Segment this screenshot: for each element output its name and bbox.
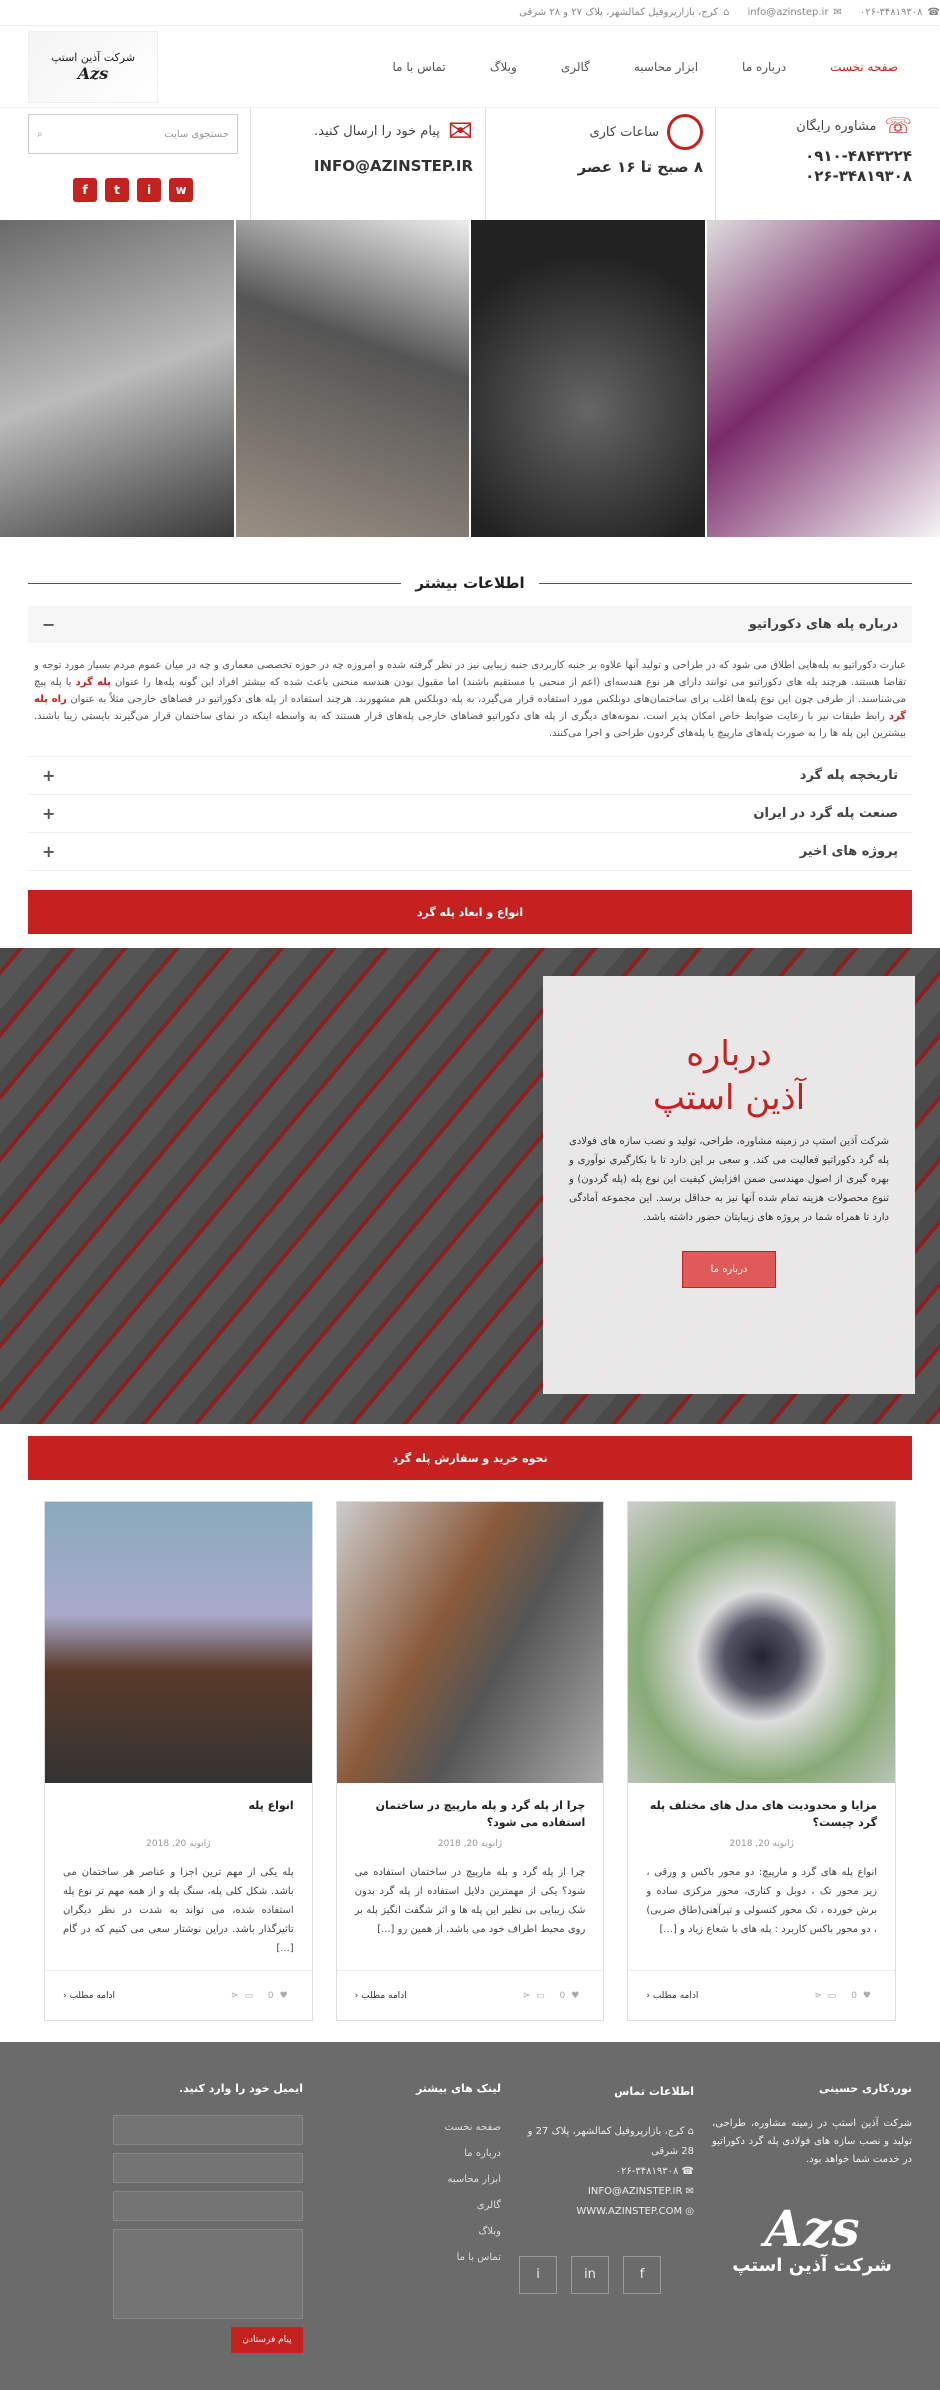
accordion-item	[28, 606, 912, 757]
photo-gallery	[0, 220, 940, 537]
nav-contact[interactable]: تماس با ما	[392, 59, 446, 74]
card-image[interactable]	[337, 1502, 604, 1783]
footer-logo-mark: Azs	[764, 2199, 860, 2258]
topbar-email[interactable]	[747, 7, 841, 18]
location-icon: ⌂	[723, 7, 730, 18]
facebook-icon[interactable]: f	[73, 178, 97, 202]
phone-icon: ☎	[681, 2166, 694, 2177]
subject-field[interactable]	[113, 2191, 303, 2221]
card-actions[interactable]	[231, 1991, 294, 2001]
card-title[interactable]: مزایا و محدودیت های مدل های مختلف پله گرد چیست؟	[649, 1799, 877, 1829]
main-header	[0, 26, 940, 108]
main-nav	[158, 60, 940, 74]
home-icon: ⌂	[687, 2126, 694, 2137]
accordion-title: پروژه های اخیر	[799, 844, 898, 859]
site-footer	[0, 2042, 940, 2390]
footer-links-title: لینک های بیشتر	[415, 2082, 501, 2095]
card-image[interactable]	[628, 1502, 895, 1783]
search-placeholder: جستجوی سایت	[164, 128, 229, 140]
comment-icon[interactable]: ▭	[536, 1990, 551, 2001]
footer-about-title: نوردکاری حسینی	[818, 2082, 912, 2095]
footer-link-contact[interactable]: تماس با ما	[456, 2252, 501, 2263]
accordion-item	[28, 757, 912, 795]
envelope-icon: ✉	[447, 114, 473, 149]
read-more-link[interactable]	[355, 1991, 407, 2001]
blog-card	[627, 1501, 896, 2021]
topbar-address-text: کرج، بازارپروفیل کمالشهر، پلاک ۲۷ و ۲۸ شرقی	[519, 7, 719, 18]
globe-icon: ◎	[685, 2206, 694, 2217]
instagram-icon[interactable]: i	[519, 2256, 557, 2294]
footer-address-text: کرج، بازارپروفیل کمالشهر، پلاک 27 و 28 شرقی	[527, 2126, 694, 2157]
accordion-header[interactable]	[28, 757, 912, 794]
logo-name: شرکت آذین استپ	[50, 50, 136, 64]
nav-gallery[interactable]: گالری	[560, 59, 590, 74]
card-image[interactable]	[45, 1502, 312, 1783]
social-links	[28, 178, 238, 202]
card-title[interactable]: انواع پله	[248, 1799, 294, 1812]
footer-link-about[interactable]: درباره ما	[464, 2148, 501, 2159]
read-more-label: ادامه مطلب	[361, 1990, 407, 2001]
card-date: ژانویه 20, 2018	[437, 1839, 503, 1849]
search-icon: ⌕	[37, 128, 43, 140]
blog-cards	[0, 1501, 940, 2021]
footer-link-gallery[interactable]: گالری	[476, 2200, 501, 2211]
accordion-link[interactable]: راه پله گرد	[34, 694, 906, 722]
chevron-left-icon: ‹	[646, 1990, 650, 2001]
more-info-title: اطلاعات بیشتر	[415, 574, 525, 592]
plus-icon: +	[42, 842, 56, 861]
gallery-photo[interactable]	[236, 220, 470, 537]
card-footer	[628, 1970, 895, 2020]
instagram-icon[interactable]: i	[137, 178, 161, 202]
chevron-left-icon: ‹	[62, 1990, 67, 2001]
linkedin-icon[interactable]: in	[571, 2256, 609, 2294]
phone-icon: ☎	[927, 7, 940, 18]
footer-about	[712, 2082, 912, 2390]
stair-types-bar[interactable]: انواع و ابعاد پله گرد	[28, 890, 912, 934]
divider	[28, 583, 401, 584]
consult-title: مشاوره رایگان	[796, 119, 877, 134]
blog-card	[336, 1501, 605, 2021]
hours-title: ساعات کاری	[589, 124, 659, 140]
comment-icon[interactable]: ▭	[827, 1990, 843, 2001]
email-field[interactable]	[113, 2153, 303, 2183]
accordion-link[interactable]: پله گرد	[75, 677, 112, 688]
nav-calculator[interactable]: ابزار محاسبه	[633, 59, 699, 74]
accordion-title: درباره پله های دکوراتیو	[748, 617, 898, 632]
message-title: پیام خود را ارسال کنید.	[314, 124, 440, 139]
footer-link-home[interactable]: صفحه نخست	[444, 2122, 501, 2133]
gallery-photo[interactable]	[0, 220, 234, 537]
about-section	[0, 948, 940, 1424]
search-social-box	[0, 108, 250, 220]
whatsapp-icon[interactable]: w	[169, 178, 193, 202]
divider	[539, 583, 912, 584]
footer-website[interactable]	[519, 2202, 694, 2222]
consult-box	[715, 108, 940, 220]
name-field[interactable]	[113, 2115, 303, 2145]
footer-phone[interactable]	[519, 2162, 694, 2182]
card-excerpt: انواع پله های گرد و مارپیچ: دو محور باکس و ورقی ، زیر محور تک ، دوبل و کناری، محور مرکزی ساده و برش خورده ، تک محور کنسولی و تیرآهنی(طاق ضربی) ، دو محور باکس کاربرد : پله های با شعاع زیاد و [...]	[646, 1867, 877, 1935]
accordion-content	[28, 643, 912, 756]
accordion-text: یا پله پیچ می‌شناسند. از طرفی چون این نوع پله‌ها اغلب برای ساختمان‌های دوبلکس مورد استفاده قرار می‌گیرد، به پله دوبلکس هم مشهورند. هرچند استفاده از پله های دکوراتیو در فضاهای خارجی مثلاً به عنوان	[34, 677, 906, 705]
topbar-address	[519, 7, 729, 18]
send-message-button[interactable]: پیام فرستادن	[231, 2327, 303, 2353]
message-email[interactable]: INFO@AZINSTEP.IR	[313, 157, 473, 175]
card-date: ژانویه 20, 2018	[146, 1839, 211, 1849]
phone-icon: ☏	[884, 114, 912, 139]
topbar-phone[interactable]	[860, 7, 940, 18]
accordion-header[interactable]	[28, 833, 912, 870]
read-more-link[interactable]	[646, 1991, 698, 2001]
hours-value: ۸ صبح تا ۱۶ عصر	[577, 158, 703, 176]
more-info-heading	[28, 574, 912, 592]
logo-mark: Azs	[77, 63, 109, 83]
footer-email-text[interactable]: INFO@AZINSTEP.IR	[587, 2186, 683, 2197]
nav-about[interactable]: درباره ما	[742, 59, 787, 74]
footer-logo[interactable]	[712, 2199, 912, 2276]
card-actions[interactable]	[814, 1991, 877, 2001]
gallery-photo[interactable]	[707, 220, 940, 537]
like-count: 0	[559, 1990, 572, 2001]
read-more-label: ادامه مطلب	[69, 1990, 116, 2001]
mail-icon: ✉	[833, 7, 842, 18]
card-excerpt: پله یکی از مهم ترین اجزا و عناصر هر ساختمان می باشد. شکل کلی پله، سنگ پله و از همه مهم تر نوع پله استفاده شده، می تواند به شدت در نظر دیگران تاثیرگذار باشد. دراین نوشتار سعی می کنیم که در گام [...]	[62, 1867, 294, 1954]
card-body	[337, 1783, 604, 1970]
card-body	[628, 1783, 895, 1970]
accordion-item	[28, 795, 912, 833]
like-icon[interactable]: ♥	[862, 1990, 877, 2001]
blog-card	[44, 1501, 313, 2021]
share-icon[interactable]: ⋖	[522, 1990, 537, 2001]
footer-link-calculator[interactable]: ابزار محاسبه	[447, 2174, 501, 2185]
clock-icon	[667, 114, 703, 150]
footer-phone-text[interactable]: ۰۲۶-۳۴۸۱۹۳۰۸	[615, 2166, 679, 2177]
gallery-photo[interactable]	[471, 220, 705, 537]
nav-home[interactable]: صفحه نخست	[830, 59, 898, 74]
read-more-link[interactable]	[63, 1991, 115, 2001]
message-box	[250, 108, 485, 220]
mail-icon: ✉	[685, 2186, 694, 2197]
about-title-2: آذین استپ	[652, 1078, 806, 1118]
like-icon[interactable]: ♥	[279, 1990, 294, 2001]
accordion-item	[28, 833, 912, 871]
consult-phone-2[interactable]: ۰۲۶-۳۴۸۱۹۳۰۸	[805, 167, 912, 185]
plus-icon: +	[42, 804, 56, 823]
footer-address	[519, 2122, 694, 2162]
footer-contact-title: اطلاعات تماس	[614, 2085, 694, 2098]
accordion-text: رابط طبقات نیز با رعایت ضوابط خاص امکان پذیر است. نمونه‌های دیگری از پله های دکوراتیو فضاهای خارجی پله‌های قرار هستند که به واسطه اینکه در نمای ساختمان قرار می‌گیرند بایستی زیبا باشند. بیشترین این پله ها را به صورت پله‌های مارپیچ یا پله‌های گردون طراحی و اجرا می‌کنند.	[34, 711, 906, 739]
top-bar	[0, 0, 940, 26]
share-icon[interactable]: ⋖	[230, 1990, 245, 2001]
topbar-phone-text[interactable]: ۰۲۶-۳۴۸۱۹۳۰۸	[859, 7, 923, 18]
info-bar	[0, 108, 940, 220]
about-panel	[543, 976, 915, 1394]
consult-phone-1[interactable]: ۰۹۱۰-۴۸۴۳۲۲۴	[805, 147, 912, 165]
plus-icon: +	[42, 766, 56, 785]
accordion	[28, 606, 912, 871]
footer-link-blog[interactable]: وبلاگ	[478, 2226, 501, 2237]
card-body	[45, 1783, 312, 1970]
accordion-header[interactable]	[28, 795, 912, 832]
twitter-icon[interactable]: t	[105, 178, 129, 202]
footer-logo-name: شرکت آذین استپ	[732, 2255, 892, 2276]
search-input[interactable]	[28, 114, 238, 154]
card-footer	[45, 1970, 312, 2020]
like-count: 0	[267, 1990, 280, 2001]
about-button[interactable]: درباره ما	[682, 1251, 777, 1288]
card-title[interactable]: چرا از پله گرد و پله مارپیچ در ساختمان استفاده می شود؟	[375, 1799, 586, 1829]
minus-icon: −	[42, 615, 56, 634]
footer-form-title: ایمیل خود را وارد کنید.	[179, 2082, 303, 2095]
hours-box	[485, 108, 715, 220]
message-field[interactable]	[113, 2229, 303, 2319]
order-guide-bar[interactable]: نحوه خرید و سفارش پله گرد	[28, 1436, 912, 1480]
chevron-left-icon: ‹	[354, 1990, 359, 2001]
accordion-text: عبارت دکوراتیو به پله‌هایی اطلاق می شود که در طراحی و تولید آنها علاوه بر جنبه کاربردی جنبه زیبایی نیز در نظر گرفته شده و امروزه چه در حوزه تخصصی معماری و چه در میان عموم مردم بسیار مورد توجه و تقاضا هستند. هرچند پله های دکوراتیو می توانند دارای هر نوع هندسه‌ای (اعم از منحنی یا مستقیم باشند) اما مقبول بودن هندسه منحنی باعث شده که بیشتر افراد این گونه پله‌ها را عنوان	[34, 660, 906, 688]
read-more-label: ادامه مطلب	[652, 1990, 699, 2001]
topbar-email-text[interactable]: info@azinstep.ir	[747, 7, 829, 18]
like-count: 0	[851, 1990, 863, 2001]
about-title-1: درباره	[686, 1034, 772, 1074]
site-logo[interactable]	[28, 31, 158, 103]
facebook-icon[interactable]: f	[623, 2256, 661, 2294]
footer-website-text[interactable]: WWW.AZINSTEP.COM	[576, 2206, 683, 2217]
footer-email[interactable]	[519, 2182, 694, 2202]
footer-form	[113, 2082, 303, 2390]
like-icon[interactable]: ♥	[571, 1990, 586, 2001]
comment-icon[interactable]: ▭	[244, 1990, 259, 2001]
accordion-title: صنعت پله گرد در ایران	[753, 806, 898, 821]
card-excerpt: چرا از پله گرد و پله مارپیچ در ساختمان استفاده می شود؟ یکی از مهمترین دلایل استفاده از پله گرد بدون شک زیبایی بی نظیر این پله ها و اثر شگفت انگیز پله بر روی محیط اطراف خود می باشد. از همین رو [...]	[354, 1867, 586, 1935]
card-date: ژانویه 20, 2018	[729, 1839, 794, 1849]
about-text: شرکت آذین استپ در زمینه مشاوره، طراحی، تولید و نصب سازه های فولادی پله گرد دکوراتیو فعالیت می کند. و سعی بر این دارد تا با بکارگیری نوآوری و بهره گیری از اصول مهندسی ضمن افزایش کیفیت این نوع پله (پله گردون) و تنوع محصولات هزینه تمام شده آنها نیز به حداقل برسد. این مجموعه آمادگی دارد تا همراه شما در پروژه های زیبایتان حضور داشته باشد.	[569, 1136, 889, 1223]
accordion-title: تاریخچه پله گرد	[799, 768, 898, 783]
footer-about-text: شرکت آذین استپ در زمینه مشاوره، طراحی، تولید و نصب سازه های فولادی پله گرد دکوراتیو در خدمت شما خواهد بود.	[712, 2118, 912, 2165]
nav-blog[interactable]: وبلاگ	[489, 59, 517, 74]
card-footer	[337, 1970, 604, 2020]
share-icon[interactable]: ⋖	[814, 1990, 828, 2001]
accordion-header[interactable]	[28, 606, 912, 643]
footer-social	[519, 2256, 694, 2294]
card-actions[interactable]	[523, 1991, 586, 2001]
footer-contact	[519, 2082, 694, 2390]
footer-links	[321, 2082, 501, 2390]
